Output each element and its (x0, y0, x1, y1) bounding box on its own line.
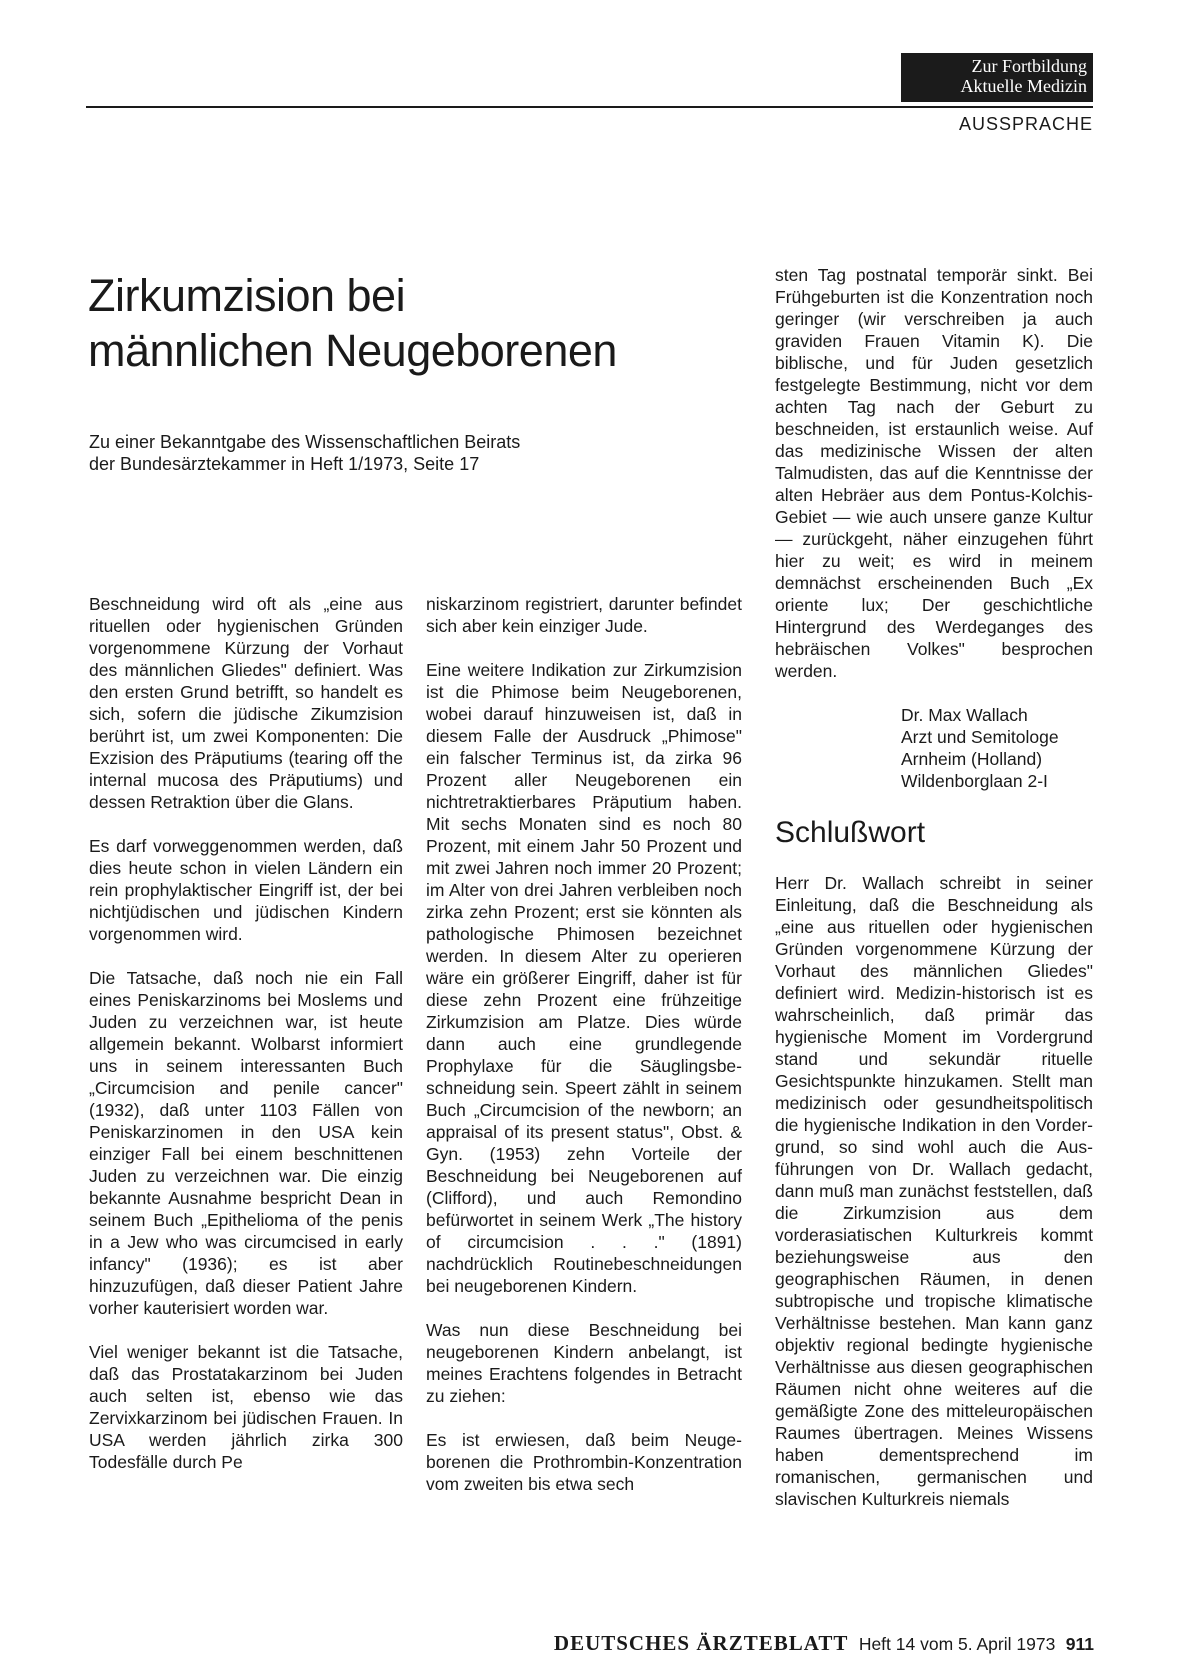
section-heading: Schlußwort (775, 816, 926, 849)
paragraph: Viel weniger bekannt ist die Tatsache, daß das Prostatakarzinom bei Juden auch selten ist, ebenso wie das Zervixkarzinom bei jüdischen Frauen. In USA werden jährlich zirka 300 Todesfälle durch Pe (89, 1342, 403, 1472)
paragraph: sten Tag postnatal temporär sinkt. Bei Frühgeburten ist die Konzentration noch geringer (wir verschreiben ja auch graviden Frauen Vitamin K). Die biblische, und für Juden gesetzlich festgelegte Bestimmung, nicht vor dem achten Tag nach der Geburt zu beschneiden, ist erstaunlich weise. Auf das medizinische Wissen der alten Talmudisten, das auf die Kenntnisse der alten Hebräer aus dem Pontus-Kolchis-Gebiet — wie auch unsere ganze Kultur — zurückgeht, näher einzugehen führt hier zu weit; es wird in meinem demnächst erscheinenden Buch „Ex oriente lux; Der geschichtliche Hintergrund des Werdeganges des hebräischen Volkes" besprochen werden. (775, 265, 1093, 681)
journal-name: DEUTSCHES ÄRZTEBLATT (553, 1631, 849, 1655)
badge-line-2: Aktuelle Medizin (960, 76, 1087, 96)
title-line-1: Zirkumzision bei (88, 270, 406, 321)
text-column-1 (89, 593, 403, 1495)
department-badge (901, 53, 1093, 102)
article-subtitle (89, 431, 689, 475)
paragraph: Es darf vorweggenommen werden, daß dies heute schon in vielen Ländern ein rein prophylaktischer Eingriff ist, der bei nichtjüdischen und jüdischen Kindern vorgenommen wird. (89, 836, 403, 944)
paragraph: niskarzinom registriert, darunter befindet sich aber kein einziger Jude. (426, 594, 742, 636)
paragraph: Was nun diese Beschneidung bei neugeborenen Kindern anbelangt, ist meines Erachtens folgendes in Betracht zu ziehen: (426, 1320, 742, 1406)
text-column-3 (775, 264, 1093, 1532)
subtitle-line-2: der Bundesärztekammer in Heft 1/1973, Seite 17 (89, 454, 480, 474)
paragraph: Eine weitere Indikation zur Zirkumzision ist die Phimose beim Neugeborenen, wobei darauf hinzuweisen ist, daß in diesem Falle der Ausdruck „Phimose" ein falscher Terminus ist, da zirka 96 Prozent aller Neugeborenen ein nichtretraktierbares Präputium haben. Mit sechs Monaten sind es noch 80 Prozent, mit einem Jahr 50 Prozent und mit zwei Jahren noch immer 20 Prozent; im Alter von drei Jahren verbleiben noch zirka zehn Prozent; erst sie könnten als pathologische Phimosen bezeichnet werden. In diesem Alter zu operieren wäre ein größerer Eingriff, daher ist für diese zehn Prozent eine frühzeitige Zirkumzision am Platze. Dies würde dann auch eine grundlegende Prophylaxe für die Säuglingsbeschneidung sein. Speert zählt in seinem Buch „Circumcision of the newborn; an appraisal of its present status", Obst. & Gyn. (1953) zehn Vorteile der Beschneidung bei Neugeborenen auf (Clifford), und auch Remondino befürwortet in seinem Werk „The history of circumcision . . ." (1891) nachdrücklich Routinebeschneidungen bei neugeborenen Kindern. (426, 660, 742, 1296)
issue-info: Heft 14 vom 5. April 1973 (858, 1634, 1056, 1654)
paragraph: Es ist erwiesen, daß beim Neugeborenen die Prothrombin-Konzentration vom zweiten bis etwa sech (426, 1430, 742, 1494)
text-column-2 (426, 593, 742, 1517)
section-label: AUSSPRACHE (958, 114, 1093, 134)
author-city: Arnheim (Holland) (901, 749, 1043, 769)
page-footer (462, 1631, 1094, 1656)
badge-line-1: Zur Fortbildung (971, 56, 1087, 76)
title-line-2: männlichen Neugeborenen (88, 325, 617, 376)
paragraph: Die Tatsache, daß noch nie ein Fall eines Peniskarzinoms bei Moslems und Juden zu verzeichnen war, ist heute allgemein bekannt. Wolbarst informiert uns in seinem interessanten Buch „Circumcision and penile cancer" (1932), daß unter 1103 Fällen von Peniskarzinomen in den USA kein einziger Fall bei einem beschnittenen Juden zu verzeichnen war. Die einzig bekannte Ausnahme bespricht Dean in seinem Buch „Epithelioma of the penis in a Jew who was circumcised in early infancy" (1936); es ist aber hinzuzufügen, daß dieser Patient Jahre vorher kauterisiert worden war. (89, 968, 403, 1318)
subtitle-line-1: Zu einer Bekanntgabe des Wissenschaftlichen Beirats (89, 432, 521, 452)
paragraph: Beschneidung wird oft als „eine aus rituellen oder hygienischen Gründen vorgenommene Kürzung der Vorhaut des männlichen Gliedes" definiert. Was den ersten Grund betrifft, so handelt es sich, sofern die jüdische Zikumzision berührt ist, um zwei Komponenten: Die Exzision des Präputiums (tearing off the internal mucosa des Präputiums) und dessen Retraktion über die Glans. (89, 594, 403, 812)
article-title (88, 268, 728, 378)
author-title: Arzt und Semitologe (901, 727, 1059, 747)
page-number: 911 (1065, 1634, 1094, 1654)
author-signature (901, 704, 1093, 792)
author-address: Wildenborglaan 2-I (901, 771, 1048, 791)
header-rule (86, 106, 1093, 108)
paragraph: Herr Dr. Wallach schreibt in seiner Einleitung, daß die Beschneidung als „eine aus rituellen oder hygienischen Gründen vorgenommene Kürzung der Vorhaut des männlichen Gliedes" definiert wird. Medizin-historisch ist es wahrscheinlich, daß primär das hygienische Moment im Vordergrund stand und sekundär rituelle Gesichtspunkte hinzukamen. Stellt man medizinisch oder gesundheitspolitisch die hygienische Indikation in den Vordergrund, so sind wohl auch die Ausführungen von Dr. Wallach gedacht, dann muß man zunächst feststellen, daß die Zirkumzision aus dem vorderasiatischen Kulturkreis kommt beziehungsweise aus den geographischen Räumen, in denen subtropische und tropische klimatische Verhältnisse bestehen. Man kann ganz objektiv regional bedingte hygienische Verhältnisse aus diesen geographischen Räumen nicht ohne weiteres auf die gemäßigte Zone des mitteleuropäischen Raumes übertragen. Meines Wissens haben dementsprechend im romanischen, germanischen und slavischen Kulturkreis niemals (775, 873, 1093, 1509)
author-name: Dr. Max Wallach (901, 705, 1028, 725)
